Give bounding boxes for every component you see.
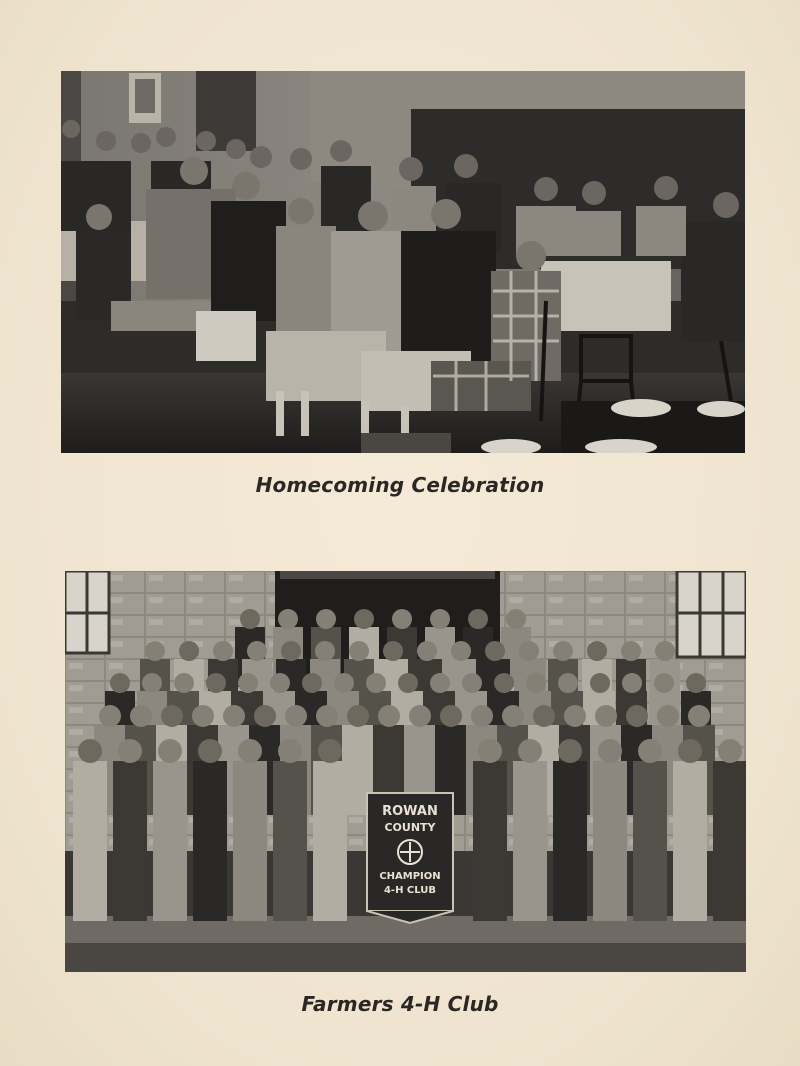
child-head <box>519 641 539 661</box>
child-head <box>174 673 194 693</box>
child-head <box>595 705 617 727</box>
child-head <box>478 739 502 763</box>
child-head <box>468 609 488 629</box>
child-head <box>558 739 582 763</box>
child-head <box>506 609 526 629</box>
child-body <box>553 761 587 921</box>
child-head <box>278 739 302 763</box>
child-head <box>533 705 555 727</box>
child-head <box>590 673 610 693</box>
child-head <box>502 705 524 727</box>
child-head <box>398 673 418 693</box>
child-head <box>130 705 152 727</box>
child-head <box>440 705 462 727</box>
child-body <box>713 761 746 921</box>
banner-line-4: 4-H CLUB <box>383 885 437 896</box>
child-head <box>161 705 183 727</box>
child-head <box>142 673 162 693</box>
child-body <box>113 761 147 921</box>
child-head <box>302 673 322 693</box>
child-head <box>587 641 607 661</box>
child-head <box>654 673 674 693</box>
child-head <box>347 705 369 727</box>
child-head <box>198 739 222 763</box>
child-head <box>240 609 260 629</box>
child-head <box>485 641 505 661</box>
child-head <box>192 705 214 727</box>
farmers-4h-photo <box>65 571 746 972</box>
child-head <box>451 641 471 661</box>
child-body <box>73 761 107 921</box>
child-body <box>673 761 707 921</box>
child-head <box>655 641 675 661</box>
child-head <box>462 673 482 693</box>
child-head <box>686 673 706 693</box>
child-head <box>598 739 622 763</box>
child-body <box>273 761 307 921</box>
child-head <box>316 705 338 727</box>
child-head <box>247 641 267 661</box>
child-head <box>99 705 121 727</box>
child-head <box>315 641 335 661</box>
child-head <box>383 641 403 661</box>
child-head <box>392 609 412 629</box>
child-head <box>118 739 142 763</box>
child-body <box>233 761 267 921</box>
banner-line-1: ROWAN <box>382 804 438 819</box>
banner-line-3: CHAMPION <box>379 871 441 882</box>
child-body <box>633 761 667 921</box>
child-head <box>417 641 437 661</box>
child-head <box>334 673 354 693</box>
child-body <box>153 761 187 921</box>
child-head <box>471 705 493 727</box>
child-head <box>409 705 431 727</box>
child-body <box>593 761 627 921</box>
banner-line-2: COUNTY <box>384 821 436 834</box>
child-head <box>553 641 573 661</box>
farmers-4h-photo-image <box>65 571 746 972</box>
child-head <box>622 673 642 693</box>
banner <box>367 793 453 923</box>
child-head <box>285 705 307 727</box>
child-head <box>366 673 386 693</box>
child-head <box>278 609 298 629</box>
child-head <box>518 739 542 763</box>
child-head <box>430 673 450 693</box>
child-body <box>473 761 507 921</box>
child-head <box>494 673 514 693</box>
child-head <box>213 641 233 661</box>
child-head <box>206 673 226 693</box>
child-head <box>657 705 679 727</box>
farmers-4h-caption: Farmers 4-H Club <box>301 992 499 1016</box>
child-head <box>281 641 301 661</box>
child-head <box>378 705 400 727</box>
child-head <box>718 739 742 763</box>
child-head <box>558 673 578 693</box>
child-head <box>78 739 102 763</box>
child-head <box>158 739 182 763</box>
child-body <box>513 761 547 921</box>
child-head <box>626 705 648 727</box>
child-head <box>564 705 586 727</box>
child-head <box>430 609 450 629</box>
child-head <box>316 609 336 629</box>
child-head <box>179 641 199 661</box>
child-head <box>145 641 165 661</box>
child-head <box>678 739 702 763</box>
child-head <box>349 641 369 661</box>
child-head <box>223 705 245 727</box>
homecoming-photo <box>61 71 745 453</box>
child-head <box>638 739 662 763</box>
child-head <box>621 641 641 661</box>
child-head <box>238 739 262 763</box>
child-head <box>110 673 130 693</box>
child-head <box>254 705 276 727</box>
homecoming-photo-image <box>61 71 745 453</box>
child-body <box>313 761 347 921</box>
child-head <box>238 673 258 693</box>
child-head <box>270 673 290 693</box>
homecoming-caption: Homecoming Celebration <box>255 473 545 497</box>
child-head <box>354 609 374 629</box>
child-head <box>318 739 342 763</box>
child-body <box>193 761 227 921</box>
child-head <box>526 673 546 693</box>
child-head <box>688 705 710 727</box>
